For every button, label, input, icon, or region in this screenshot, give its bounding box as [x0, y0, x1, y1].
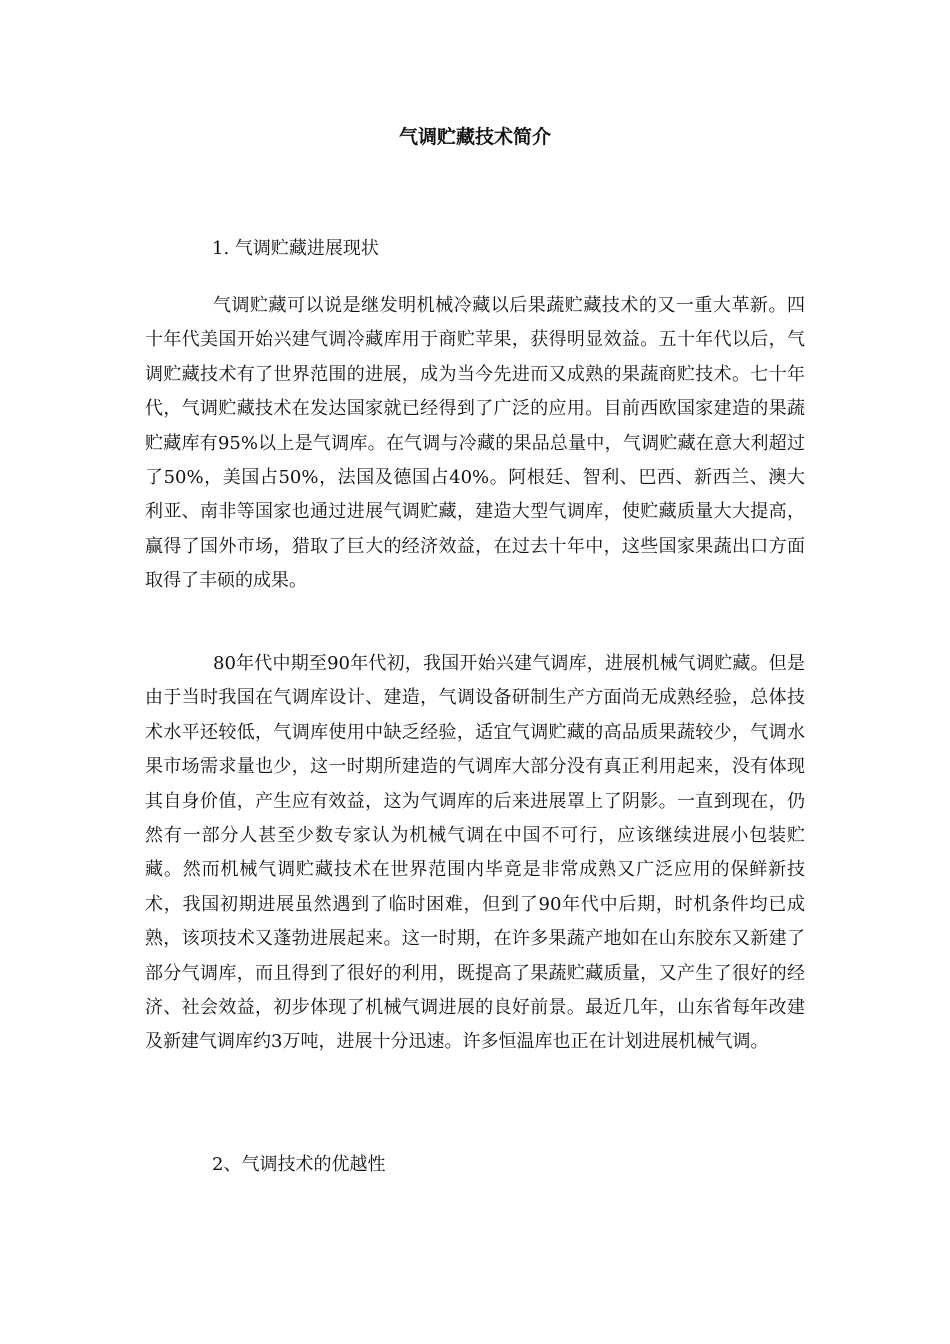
section-heading-1: 1. 气调贮藏进展现状	[212, 238, 379, 259]
paragraph-2: 80年代中期至90年代初，我国开始兴建气调库，进展机械气调贮藏。但是由于当时我国在气调库设计、建造，气调设备研制生产方面尚无成熟经验，总体技术水平还较低，气调库使用中缺乏经验，适宜气调贮藏的高品质果蔬较少，气调水果市场需求量也少，这一时期所建造的气调库大部分没有真正利用起来，没有体现其自身价值，产生应有效益，这为气调库的后来进展罩上了阴影。一直到现在，仍然有一部分人甚至少数专家认为机械气调在中国不可行，应该继续进展小包装贮藏。然而机械气调贮藏技术在世界范围内毕竟是非常成熟又广泛应用的保鲜新技术，我国初期进展虽然遇到了临时困难，但到了90年代中后期，时机条件均已成熟，该项技术又蓬勃进展起来。这一时期，在许多果蔬产地如在山东胶东又新建了部分气调库，而且得到了很好的利用，既提高了果蔬贮藏质量，又产生了很好的经济、社会效益，初步体现了机械气调进展的良好前景。最近几年，山东省每年改建及新建气调库约3万吨，进展十分迅速。许多恒温库也正在计划进展机械气调。	[145, 653, 805, 1053]
paragraph-1: 气调贮藏可以说是继发明机械冷藏以后果蔬贮藏技术的又一重大革新。四十年代美国开始兴建气调冷藏库用于商贮苹果，获得明显效益。五十年代以后，气调贮藏技术有了世界范围的进展，成为当今先进而又成熟的果蔬商贮技术。七十年代，气调贮藏技术在发达国家就已经得到了广泛的应用。目前西欧国家建造的果蔬贮藏库有95%以上是气调库。在气调与冷藏的果品总量中，气调贮藏在意大利超过了50%，美国占50%，法国及德国占40%。阿根廷、智利、巴西、新西兰、澳大利亚、南非等国家也通过进展气调贮藏，建造大型气调库，使贮藏质量大大提高，赢得了国外市场，猎取了巨大的经济效益，在过去十年中，这些国家果蔬出口方面取得了丰硕的成果。	[145, 295, 805, 592]
section-heading-2: 2、气调技术的优越性	[212, 1154, 386, 1175]
document-title: 气调贮藏技术简介	[398, 126, 551, 148]
